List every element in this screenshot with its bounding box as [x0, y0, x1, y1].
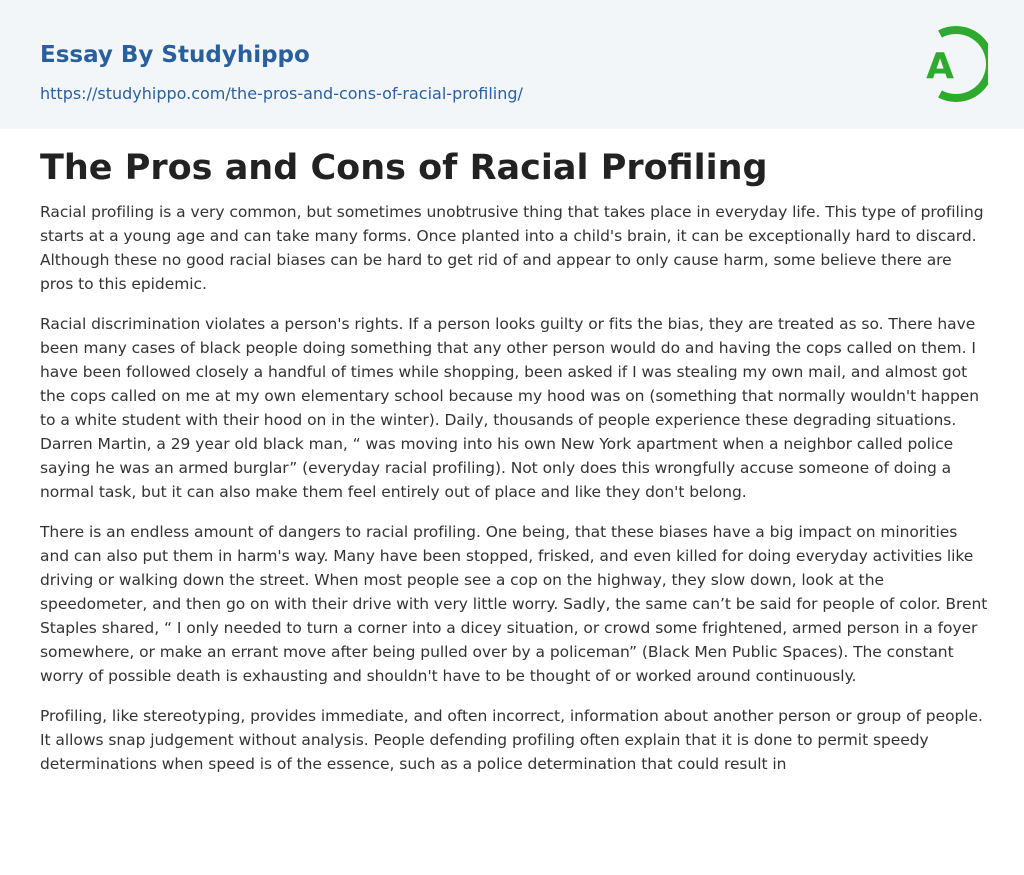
- essay-content: [40, 146, 988, 792]
- essay-paragraph: Profiling, like stereotyping, provides immediate, and often incorrect, information about another person or group of people. It allows snap judgement without analysis. People defending profiling often explain that it is done to permit speedy determinations when speed is of the essence, such as a police determination that could result in: [40, 707, 983, 773]
- source-url-link[interactable]: https://studyhippo.com/the-pros-and-cons-of-racial-profiling/: [40, 84, 523, 103]
- page-title: The Pros and Cons of Racial Profiling: [40, 148, 768, 188]
- brand-title: Essay By Studyhippo: [40, 42, 310, 68]
- essay-paragraph: Racial discrimination violates a person's rights. If a person looks guilty or fits the bias, they are treated as so. There have been many cases of black people doing something that any other person would do and having the cops called on them. I have been followed closely a handful of times while shopping, been asked if I was stealing my own mail, and almost got the cops called on me at my own elementary school because my hood was on (something that normally wouldn't happen to a white student with their hood on in the winter). Daily, thousands of people experience these degrading situations. Darren Martin, a 29 year old black man, “ was moving into his own New York apartment when a neighbor called police saying he was an armed burglar” (everyday racial profiling). Not only does this wrongfully accuse someone of doing a normal task, but it can also make them feel entirely out of place and like they don't belong.: [40, 315, 980, 501]
- essay-paragraph: Racial profiling is a very common, but sometimes unobtrusive thing that takes place in everyday life. This type of profiling starts at a young age and can take many forms. Once planted into a child's brain, it can be exceptionally hard to discard. Although these no good racial biases can be hard to get rid of and appear to only cause harm, some believe there are pros to this epidemic.: [40, 203, 984, 293]
- site-header: [0, 0, 1024, 129]
- studyhippo-logo-icon[interactable]: [912, 18, 988, 106]
- essay-paragraph: There is an endless amount of dangers to racial profiling. One being, that these biases have a big impact on minorities and can also put them in harm's way. Many have been stopped, frisked, and even killed for doing everyday activities like driving or walking down the street. When most people see a cop on the highway, they slow down, look at the speedometer, and then go on with their drive with very little worry. Sadly, the same can’t be said for people of color. Brent Staples shared, “ I only needed to turn a corner into a dicey situation, or crowd some frightened, armed person in a foyer somewhere, or make an errant move after being pulled over by a policeman” (Black Men Public Spaces). The constant worry of possible death is exhausting and shouldn't have to be thought of or worked around continuously.: [40, 523, 988, 685]
- logo-letter: A: [926, 46, 954, 87]
